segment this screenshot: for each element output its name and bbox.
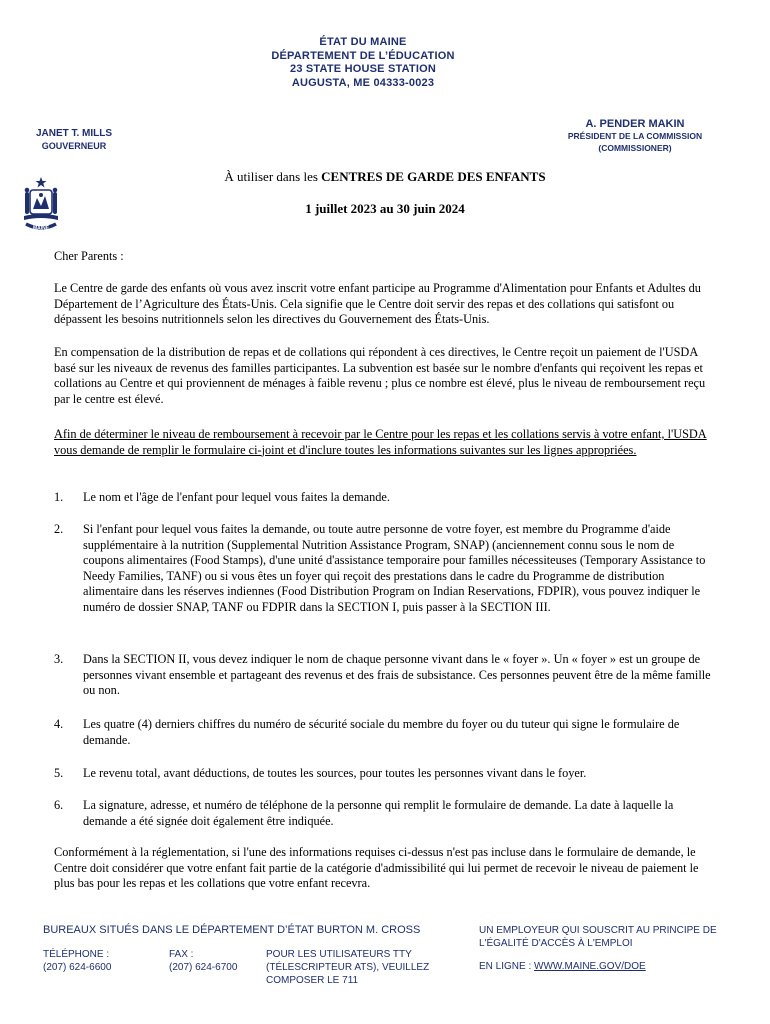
list-item-number: 1. (54, 490, 64, 504)
title-emphasis: CENTRES DE GARDE DES ENFANTS (321, 169, 546, 184)
paragraph-1: Le Centre de garde des enfants où vous avez inscrit votre enfant participe au Programme d'Alimentation pour Enfants et Adultes du Département de l’Agriculture des États-Unis. Cela signifie que le Centre doit servir des repas et des collations qui satisfont ou dépassent les besoins nutritionnels selon les directives du Gouvernement des États-Unis. (54, 281, 701, 326)
governor-title: GOUVERNEUR (41, 141, 107, 151)
commissioner-title: PRÉSIDENT DE LA COMMISSION (567, 131, 703, 141)
governor-name: JANET T. MILLS (35, 128, 113, 139)
list-item (54, 522, 718, 615)
list-item-number: 2. (54, 522, 64, 536)
footer-tty-line1: POUR LES UTILISATEURS TTY (266, 949, 412, 960)
seal-banner-text: MAINE (32, 225, 50, 232)
list-item (54, 717, 718, 748)
list-item (54, 766, 718, 782)
letterhead-city: AUGUSTA, ME 04333-0023 (291, 76, 435, 89)
list-item-number: 5. (54, 766, 64, 780)
list-item-text: La signature, adresse, et numéro de téléphone de la personne qui remplit le formulaire de demande. La date à laquelle la demande a été signée doit également être indiquée. (83, 798, 674, 828)
list-item-text: Si l'enfant pour lequel vous faites la demande, ou toute autre personne de votre foyer, est membre du Programme d'aide supplémentaire à la nutrition (Supplemental Nutrition Assistance Program, SNAP) (anciennement connu sous le nom de coupons alimentaires (Food Stamps), d'une unité d'assistance temporaire pour familles nécessiteuses (Temporary Assistance to Needy Families, TANF) ou si vous êtes un foyer qui reçoit des prestations dans le cadre du Programme de distribution alimentaire dans les réserves indiennes (Food Distribution Program on Indian Reservations, FDPIR), vous pouvez indiquer le numéro de dossier SNAP, TANF ou FDPIR dans la SECTION I, puis passer à la SECTION III. (83, 522, 706, 614)
document-dates: 1 juillet 2023 au 30 juin 2024 (305, 201, 465, 216)
list-item-text: Dans la SECTION II, vous devez indiquer le nom de chaque personne vivant dans le « foyer ». Un « foyer » est un groupe de personnes vivant ensemble et partageant des revenus et des frais de subsistance. Ces personnes peuvent être de la même famille ou non. (83, 652, 711, 697)
list-item (54, 490, 718, 506)
title-prefix: À utiliser dans les (224, 169, 322, 184)
paragraph-3: Afin de déterminer le niveau de remboursement à recevoir par le Centre pour les repas et les collations servis à votre enfant, l'USDA vous demande de remplir le formulaire ci-joint et d'inclure toutes les informations suivantes sur les lignes appropriées. (54, 427, 707, 457)
letterhead (0, 36, 726, 90)
letterhead-state: ÉTAT DU MAINE (319, 36, 407, 48)
letterhead-address: 23 STATE HOUSE STATION (290, 63, 436, 75)
document-title (0, 169, 770, 185)
paragraph-2: En compensation de la distribution de repas et de collations qui répondent à ces directives, le Centre reçoit un paiement de l'USDA basé sur les niveaux de revenus des familles participantes. La subvention est basée sur le nombre d'enfants qui reçoivent les repas et collations au Centre et qui proviennent de ménages à faible revenu ; plus ce nombre est élevé, plus le niveau de remboursement reçu par le centre est élevé. (54, 345, 706, 406)
footer-online-label: EN LIGNE : (479, 961, 535, 972)
paragraph-4: Conformément à la réglementation, si l'une des informations requises ci-dessus n'est pas incluse dans le formulaire de demande, le Centre doit considérer que votre enfant fait partie de la catégorie d'admissibilité qui lui permet de recevoir le niveau de paiement le plus bas pour les repas et les collations que votre enfant recevra. (54, 845, 699, 890)
list-item (54, 652, 718, 699)
list-item-text: Les quatre (4) derniers chiffres du numéro de sécurité sociale du membre du foyer ou du tuteur qui signe le formulaire de demande. (83, 717, 680, 747)
footer-tty-line3: COMPOSER LE 711 (266, 975, 359, 986)
list-item-number: 3. (54, 652, 64, 666)
footer-online (479, 960, 646, 973)
website-link[interactable]: WWW.MAINE.GOV/DOE (534, 961, 646, 972)
footer-phone (43, 948, 111, 974)
footer-tty (266, 948, 429, 987)
footer-phone-number: (207) 624-6600 (43, 962, 112, 973)
footer-fax-label: FAX : (169, 949, 194, 960)
letterhead-department: DÉPARTEMENT DE L’ÉDUCATION (271, 49, 455, 62)
footer-tty-line2: (TÉLESCRIPTEUR ATS), VEUILLEZ (266, 962, 430, 973)
list-item-text: Le revenu total, avant déductions, de toutes les sources, pour toutes les personnes vivant dans le foyer. (83, 766, 587, 780)
commissioner-block (540, 117, 730, 154)
commissioner-subtitle: (COMMISSIONER) (598, 142, 672, 153)
footer-fax (169, 948, 237, 974)
footer-employer-line1: UN EMPLOYEUR QUI SOUSCRIT AU PRINCIPE DE (479, 925, 717, 936)
list-item (54, 798, 718, 829)
list-item-text: Le nom et l'âge de l'enfant pour lequel vous faites la demande. (83, 490, 390, 504)
footer-office: BUREAUX SITUÉS DANS LE DÉPARTEMENT D’ÉTAT BURTON M. CROSS (43, 924, 421, 936)
footer-employer-line2: L'ÉGALITÉ D'ACCÈS À L'EMPLOI (479, 938, 633, 949)
list-item-number: 6. (54, 798, 64, 812)
footer-employer (479, 924, 717, 950)
footer-fax-number: (207) 624-6700 (169, 962, 238, 973)
governor-block (22, 127, 126, 152)
commissioner-name: A. PENDER MAKIN (585, 118, 685, 130)
footer-phone-label: TÉLÉPHONE : (43, 949, 110, 960)
list-item-number: 4. (54, 717, 64, 731)
greeting: Cher Parents : (54, 249, 124, 263)
